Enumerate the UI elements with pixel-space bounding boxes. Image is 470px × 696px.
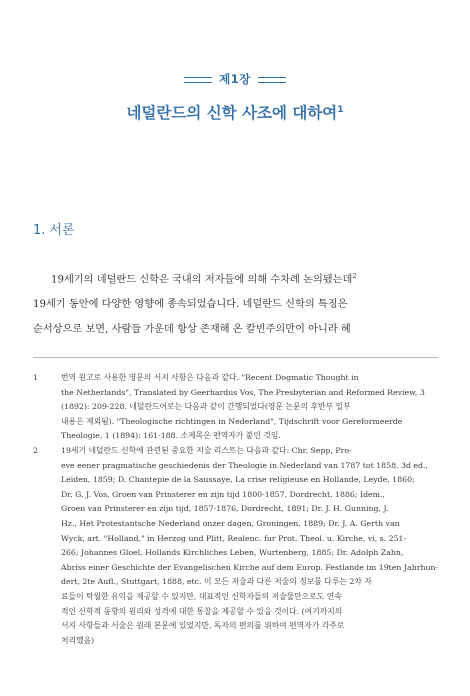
footnote-line: dert, 2te Aufl., Stuttgart, 1888, etc. 이 모든 저술과 다른 저술의 정보를 다루는 2차 자: [61, 577, 372, 587]
body-line-2: 19세기 동안에 다양한 영향에 종속되었습니다. 네덜란드 신학의 특징은: [33, 299, 348, 311]
chapter-title: [0, 101, 470, 123]
footnote-ref-1[interactable]: 1: [337, 104, 344, 115]
body-line-3: 순서상으로 보면, 사람들 가운데 항상 존재해 온 칼빈주의만이 아니라 혜: [33, 324, 351, 336]
chapter-title-text: 네덜란드의 신학 사조에 대하여: [126, 104, 338, 122]
footnote-divider: [33, 357, 438, 358]
footnote-line: eve eener pragmatische geschiedenis der Theologie in Nederland van 1787 tot 1858, 3d ed.,: [61, 460, 428, 470]
footnote-line: 적인 신학적 동향의 원리와 성격에 대한 통찰을 제공할 수 있을 것이다. (여기까지의: [61, 606, 343, 616]
footnote-ref-2[interactable]: 2: [352, 272, 357, 280]
footnote-line: Leiden, 1859; D. Chantepie de la Saussaye, La crise religieuse en Hollande, Leyde, 1860;: [61, 475, 415, 485]
footnote-line: Theologie, 1 (1894): 161-188. 소제목은 편역자가 붙인 것임.: [61, 431, 281, 441]
footnote-line: Dr. G. J. Vos, Groen van Prinsterer en zijn tijd 1800-1857, Dordrecht, 1886; Idem.,: [61, 489, 386, 499]
chapter-number: 제1장: [219, 72, 251, 86]
footnote-line: Hz., Het Protestantsche Nederland onzer dagen, Groningen, 1889; Dr. J. A. Gerth van: [61, 518, 400, 528]
body-paragraph: [33, 264, 438, 342]
chapter-label: [0, 71, 470, 87]
footnote-line: 료들이 탁월한 유익을 제공할 수 있지만, 대표적인 신학자들의 저술물만으로도 연속: [61, 591, 342, 601]
footnote-number: 1: [33, 373, 38, 382]
footnote-line: Wyck, art. "Holland," in Herzog und Plitt, Realenc. fur Prot. Theol. u. Kirche, vi, s. 251-: [61, 533, 407, 543]
section-heading: 1. 서론: [33, 223, 75, 238]
footnote-line: 서지 사항들과 서술은 원래 본문에 있었지만, 독자의 편의를 위하여 편역자가 각주로: [61, 621, 345, 631]
footnote-line: 19세기 네덜란드 신학에 관련된 중요한 저술 리스트는 다음과 같다: Chr. Sepp, Pro-: [61, 445, 352, 455]
decorative-rule-right: [258, 77, 286, 83]
decorative-rule-left: [184, 77, 212, 83]
footnote-number: 2: [33, 445, 38, 455]
footnote-line: 내용은 제외됨). "Theologische richtingen in Nederland", Tijdschrift voor Gereformeerde: [61, 416, 403, 426]
footnote-line: (1892): 209-228. 네덜란드어로는 다음과 같이 간행되었다(영문 논문의 후반부 일부: [61, 402, 351, 412]
footnote-line: Groen van Prinsterer en zijn tijd, 1857-1876, Dordrecht, 1891; Dr. J. H. Gunning, J.: [61, 504, 389, 514]
footnote-line: the Netherlands", Translated by Geerhardus Vos, The Presbyterian and Reformed Review, 3: [61, 387, 425, 397]
footnote-1: [33, 371, 438, 444]
footnote-line: 266; Johannes Gloel, Hollands Kirchliches Leben, Wurtenberg, 1885; Dr. Adolph Zahn,: [61, 548, 404, 558]
footnote-2: [33, 444, 438, 648]
footnotes: [33, 371, 438, 648]
footnote-line: 번역 원고로 사용한 영문의 서지 사항은 다음과 같다. "Recent Dogmatic Thought in: [61, 373, 359, 382]
footnote-line: Abriss einer Geschichte der Evangelischen Kirche auf dem Europ. Festlande im 19ten Jahrhun-: [61, 562, 439, 572]
footnote-line: 처리했음): [61, 635, 95, 645]
body-line-1: 19세기의 네덜란드 신학은 국내의 저자들에 의해 수차례 논의됐는데$^2$: [51, 272, 357, 286]
